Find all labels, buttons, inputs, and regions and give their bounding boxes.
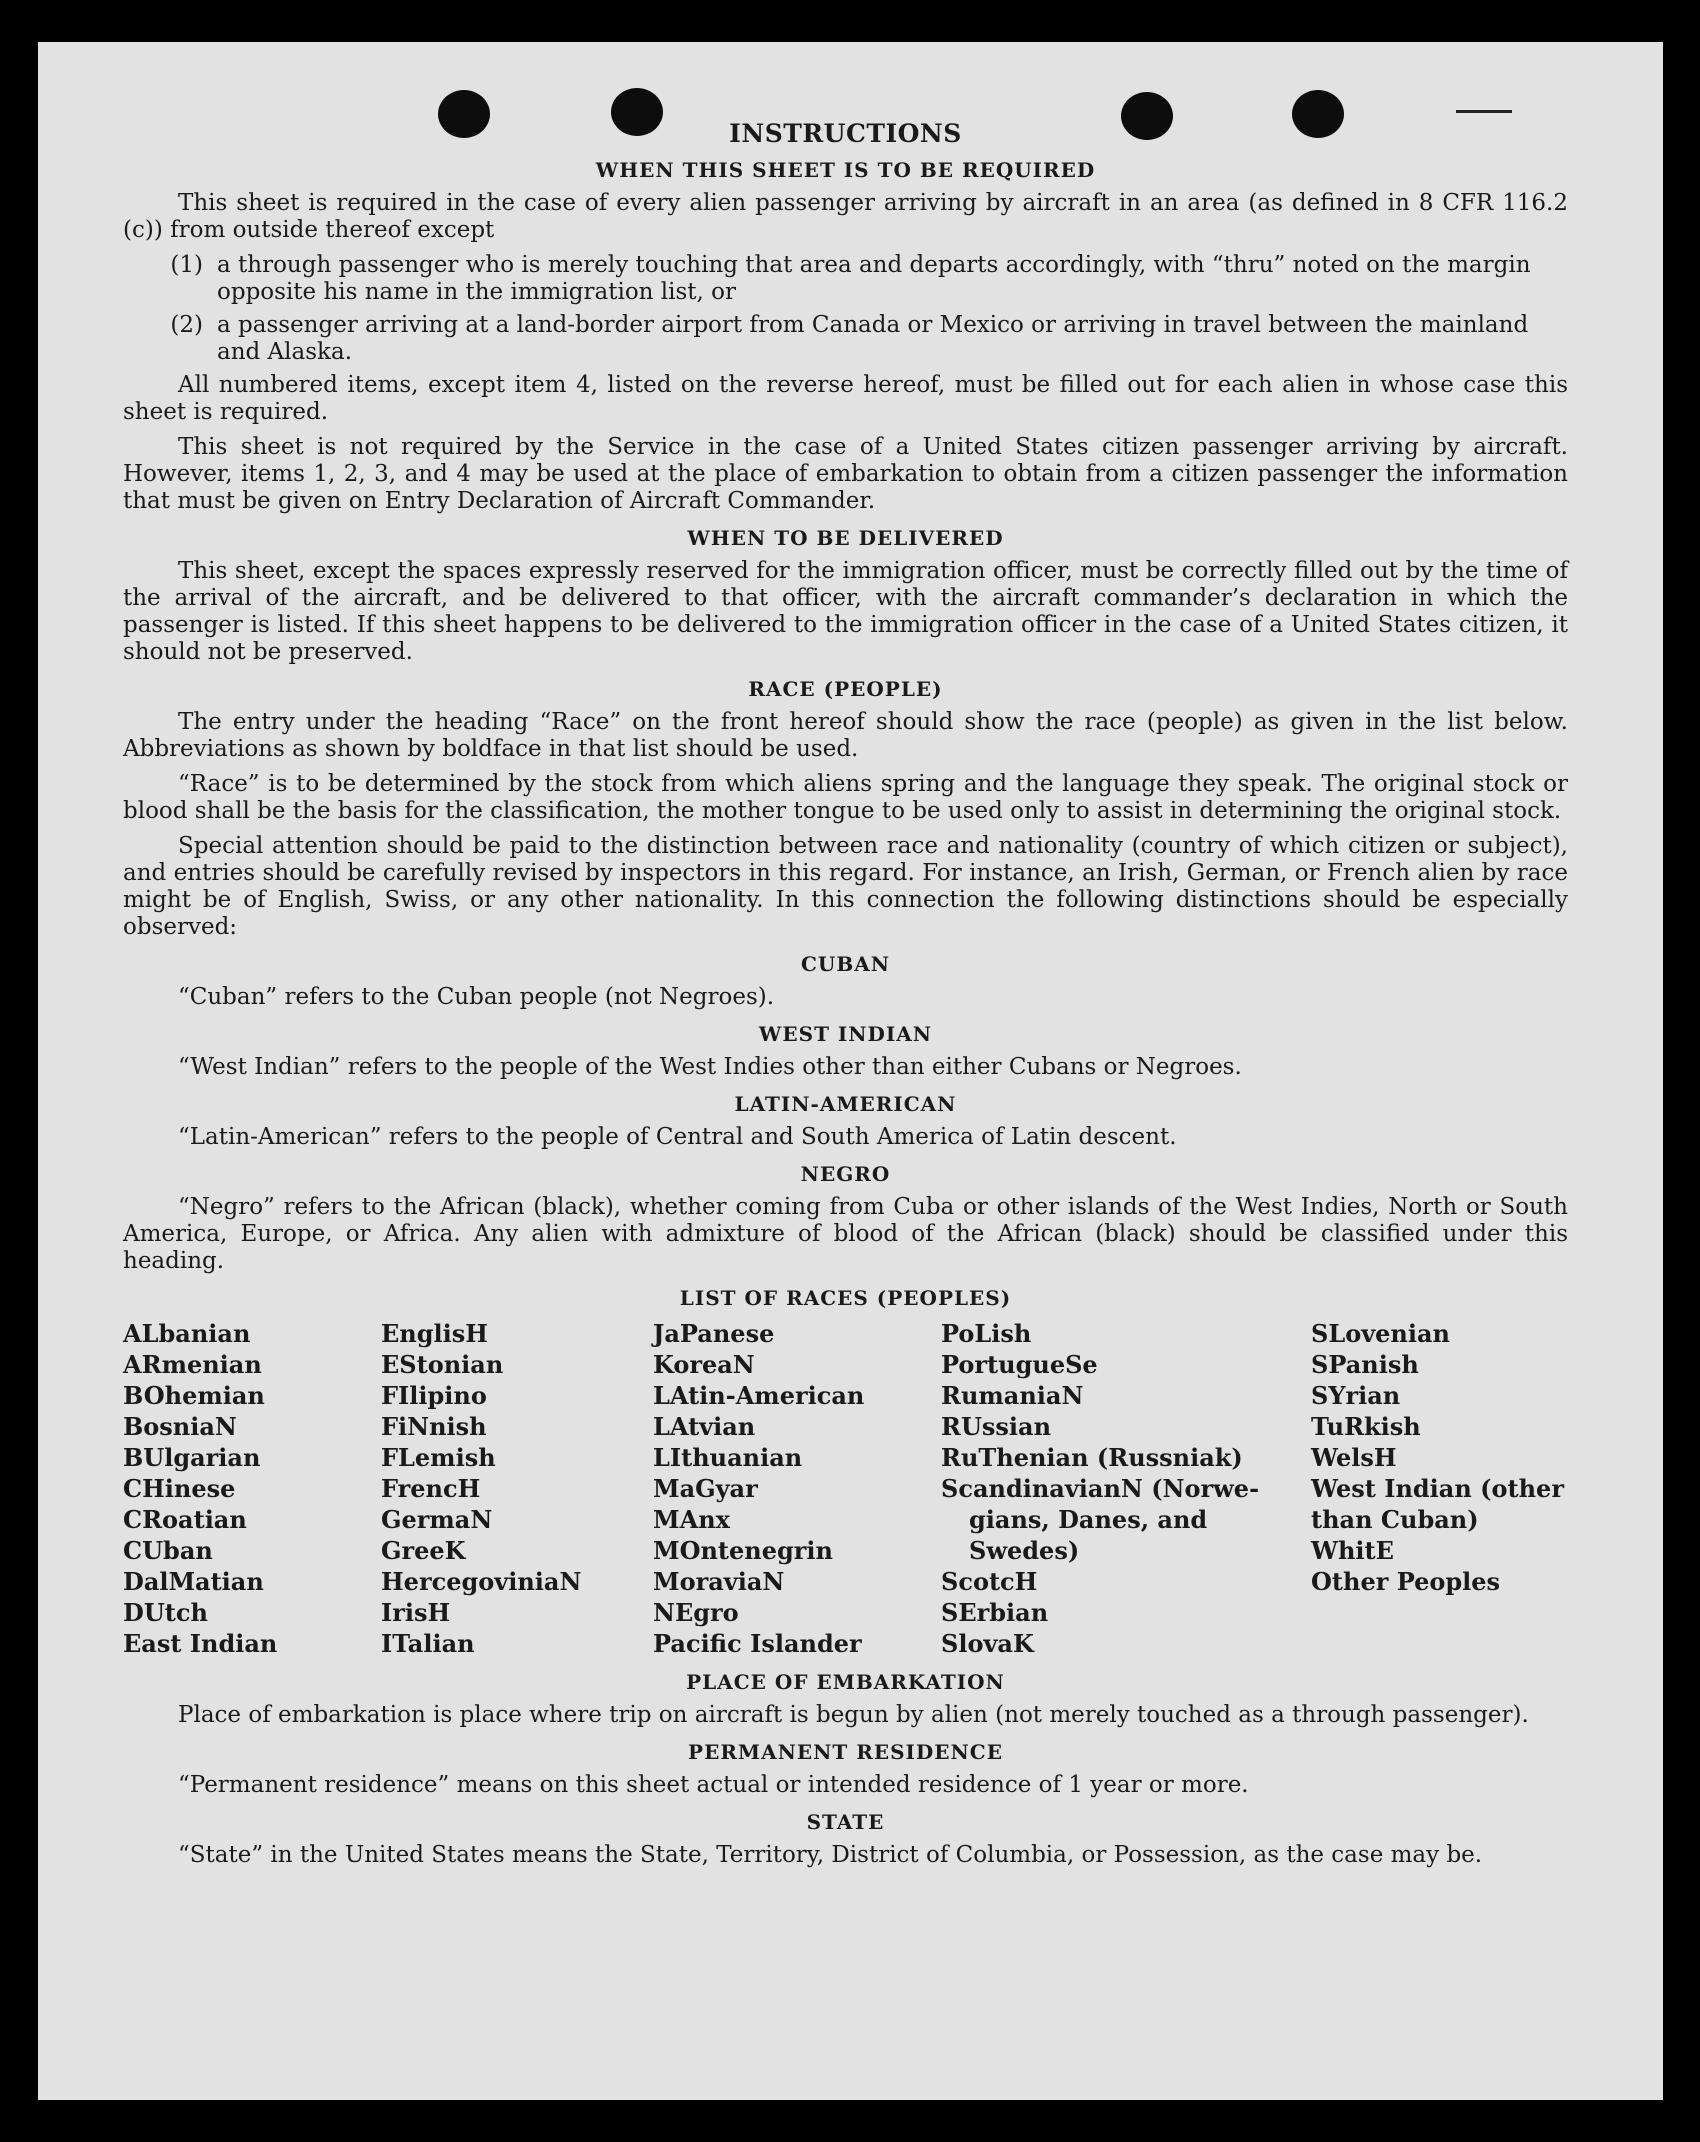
race-item: ARmenian [123,1350,262,1379]
list-number: (2) [170,312,203,338]
race-item: Other Peoples [1311,1567,1501,1596]
race-column [1311,1318,1566,1659]
race-item: HercegoviniaN [381,1567,582,1596]
section-heading: WEST INDIAN [758,1022,933,1046]
section-heading: RACE (PEOPLE) [748,677,943,701]
race-item: DalMatian [123,1567,264,1596]
list-text: a passenger arriving at a land-border airport from Canada or Mexico or arriving in travel between the mainland and Alaska. [217,312,1529,365]
race-item: BOhemian [123,1381,265,1410]
section-heading: LIST OF RACES (PEOPLES) [679,1286,1012,1310]
race-item: SlovaK [941,1629,1034,1658]
paragraph: All numbered items, except item 4, listed on the reverse hereof, must be filled out for each alien in whose case this sheet is required. [123,372,1568,425]
race-item: CHinese [123,1474,236,1503]
race-item-continuation: than Cuban) [1311,1505,1479,1534]
race-item: TuRkish [1311,1412,1421,1441]
race-item: BosniaN [123,1412,237,1441]
paragraph: “Permanent residence” means on this sheet actual or intended residence of 1 year or more. [178,1772,1249,1798]
paragraph: This sheet, except the spaces expressly reserved for the immigration officer, must be correctly filled out by the time of the arrival of the aircraft, and be delivered to that officer, with the aircraft commander’s declaration in which the passenger is listed. If this sheet happens to be delivered to the immigration officer in the case of a United States citizen, it should not be preserved. [123,558,1568,665]
paragraph: “West Indian” refers to the people of the West Indies other than either Cubans or Negroes. [178,1054,1242,1080]
section-heading: NEGRO [800,1162,891,1186]
paragraph: “Cuban” refers to the Cuban people (not Negroes). [178,984,775,1010]
race-item: FrencH [381,1474,481,1503]
race-item: ITalian [381,1629,475,1658]
paragraph: This sheet is required in the case of every alien passenger arriving by aircraft in an area (as defined in 8 CFR 116.2 (c)) from outside thereof except [123,190,1568,243]
race-item: RUssian [941,1412,1052,1441]
race-item: PoLish [941,1319,1032,1348]
race-item: LAtin-American [653,1381,865,1410]
race-item: MaGyar [653,1474,758,1503]
instructions-body [123,120,1568,1877]
paragraph: The entry under the heading “Race” on the front hereof should show the race (people) as given in the list below. Abbreviations as shown by boldface in that list should be used. [123,709,1568,762]
section-heading: WHEN THIS SHEET IS TO BE REQUIRED [595,158,1096,182]
race-column [123,1318,381,1659]
race-item: ScotcH [941,1567,1038,1596]
document-page [38,42,1663,2100]
race-item: EnglisH [381,1319,488,1348]
race-column [381,1318,653,1659]
race-item: FLemish [381,1443,496,1472]
race-item: WelsH [1311,1443,1397,1472]
list-text: a through passenger who is merely touching that area and departs accordingly, with “thru” noted on the margin opposite his name in the immigration list, or [217,252,1531,305]
race-column [653,1318,941,1659]
paragraph: Place of embarkation is place where trip on aircraft is begun by alien (not merely touched as a through passenger). [178,1702,1529,1728]
race-item: SYrian [1311,1381,1401,1410]
list-item [123,252,1568,306]
race-item: MoraviaN [653,1567,785,1596]
paragraph: This sheet is not required by the Service in the case of a United States citizen passenger arriving by aircraft. However, items 1, 2, 3, and 4 may be used at the place of embarkation to obtain from a citizen passenger the information that must be given on Entry Declaration of Aircraft Commander. [123,434,1568,514]
section-heading: STATE [806,1810,885,1834]
race-item: GermaN [381,1505,493,1534]
race-item: DUtch [123,1598,208,1627]
race-item: West Indian (other [1311,1474,1564,1503]
list-item [123,312,1568,366]
paragraph: “Latin-American” refers to the people of Central and South America of Latin descent. [178,1124,1177,1150]
race-item: NEgro [653,1598,739,1627]
race-item: GreeK [381,1536,466,1565]
race-item: SPanish [1311,1350,1419,1379]
race-item: SErbian [941,1598,1049,1627]
paragraph: “Race” is to be determined by the stock from which aliens spring and the language they speak. The original stock or blood shall be the basis for the classification, the mother tongue to be used only to assist in determining the original stock. [123,771,1568,824]
race-item: ScandinavianN (Norwe- [941,1474,1260,1503]
race-item: FIlipino [381,1381,487,1410]
race-item: LAtvian [653,1412,756,1441]
race-item: KoreaN [653,1350,755,1379]
race-item: MOntenegrin [653,1536,833,1565]
section-heading: WHEN TO BE DELIVERED [687,526,1004,550]
paragraph: “State” in the United States means the State, Territory, District of Columbia, or Possession, as the case may be. [178,1842,1483,1868]
ink-mark [1456,110,1512,113]
race-item: JaPanese [653,1319,775,1348]
race-item: IrisH [381,1598,451,1627]
race-item: CRoatian [123,1505,247,1534]
section-heading: PLACE OF EMBARKATION [686,1670,1005,1694]
race-item: SLovenian [1311,1319,1450,1348]
race-item: CUban [123,1536,213,1565]
race-item: RumaniaN [941,1381,1084,1410]
section-heading: CUBAN [800,952,891,976]
race-item: East Indian [123,1629,278,1658]
paragraph: “Negro” refers to the African (black), whether coming from Cuba or other islands of the West Indies, North or South America, Europe, or Africa. Any alien with admixture of blood of the African (black) should be classified under this heading. [123,1194,1568,1274]
race-item: FiNnish [381,1412,487,1441]
race-item: LIthuanian [653,1443,803,1472]
race-item: BUlgarian [123,1443,261,1472]
race-item: ALbanian [123,1319,251,1348]
race-item: RuThenian (Russniak) [941,1443,1243,1472]
section-heading: LATIN-AMERICAN [734,1092,957,1116]
race-list [123,1318,1568,1659]
race-item: EStonian [381,1350,504,1379]
race-item: PortugueSe [941,1350,1098,1379]
race-column [941,1318,1311,1659]
race-item: WhitE [1311,1536,1394,1565]
paragraph: Special attention should be paid to the distinction between race and nationality (country of which citizen or subject), and entries should be carefully revised by inspectors in this regard. For instance, an Irish, German, or French alien by race might be of English, Swiss, or any other nationality. In this connection the following distinctions should be especially observed: [123,833,1568,940]
section-heading: PERMANENT RESIDENCE [688,1740,1003,1764]
page-title: INSTRUCTIONS [729,119,962,148]
race-item-continuation: gians, Danes, and [969,1505,1208,1534]
race-item: MAnx [653,1505,730,1534]
race-item: Pacific Islander [653,1629,862,1658]
list-number: (1) [170,252,203,278]
race-item-continuation: Swedes) [969,1536,1080,1565]
